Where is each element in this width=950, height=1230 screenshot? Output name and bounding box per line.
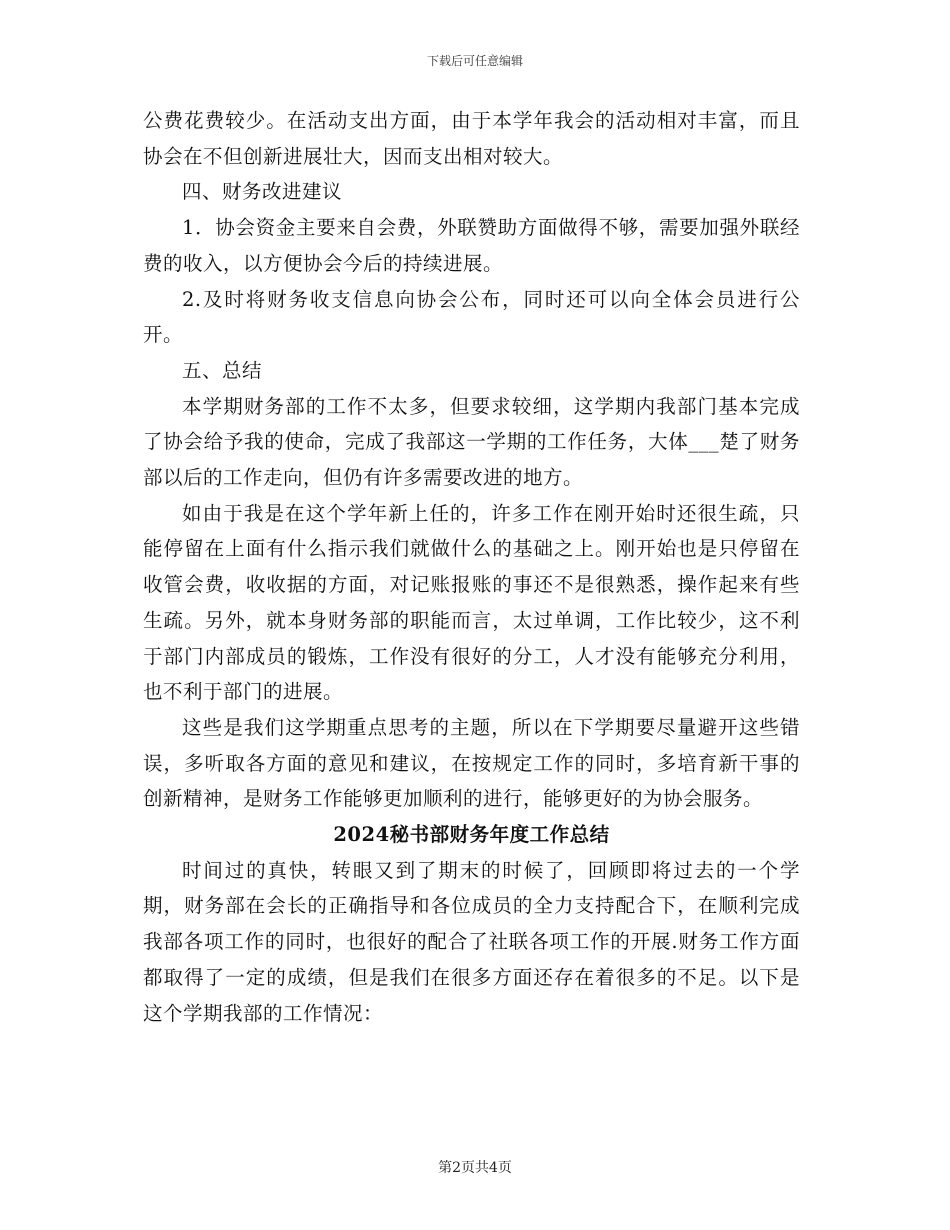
paragraph: 1．协会资金主要来自会费，外联赞助方面做得不够，需要加强外联经费的收入，以方便协会今后的持续进展。 (143, 216, 800, 275)
paragraph: 公费花费较少。在活动支出方面，由于本学年我会的活动相对丰富，而且协会在不但创新进展壮大，因而支出相对较大。 (143, 109, 800, 168)
paragraph: 2.及时将财务收支信息向协会公布，同时还可以向全体会员进行公开。 (143, 287, 800, 347)
section-heading-suggestions: 四、财务改进建议 (182, 180, 343, 204)
paragraph: 这些是我们这学期重点思考的主题，所以在下学期要尽量避开这些错误，多听取各方面的意见和建议，在按规定工作的同时，多培育新干事的创新精神，是财务工作能够更加顺利的进行，能够更好的为协会服务。 (143, 715, 800, 811)
page-header: 下载后可任意编辑 (426, 54, 523, 68)
document-body (143, 103, 800, 1031)
paragraph: 本学期财务部的工作不太多，但要求较细，这学期内我部门基本完成了协会给予我的使命，完成了我部这一学期的工作任务，大体___楚了财务部以后的工作走向，但仍有许多需要改进的地方。 (143, 394, 800, 490)
document-title: 2024秘书部财务年度工作总结 (333, 823, 610, 847)
paragraph: 时间过的真快，转眼又到了期末的时候了，回顾即将过去的一个学期，财务部在会长的正确指导和各位成员的全力支持配合下，在顺利完成我部各项工作的同时，也很好的配合了社联各项工作的开展.财务工作方面都取得了一定的成绩，但是我们在很多方面还存在着很多的不足。以下是这个学期我部的工作情况： (143, 858, 800, 1025)
page-footer: 第2页共4页 (438, 1160, 512, 1176)
section-heading-summary: 五、总结 (182, 358, 263, 382)
paragraph: 如由于我是在这个学年新上任的，许多工作在刚开始时还很生疏，只能停留在上面有什么指示我们就做什么的基础之上。刚开始也是只停留在收管会费，收收据的方面，对记账报账的事还不是很熟悉，操作起来有些生疏。另外，就本身财务部的职能而言，太过单调，工作比较少，这不利于部门内部成员的锻炼，工作没有很好的分工，人才没有能够充分利用，也不利于部门的进展。 (143, 501, 800, 704)
